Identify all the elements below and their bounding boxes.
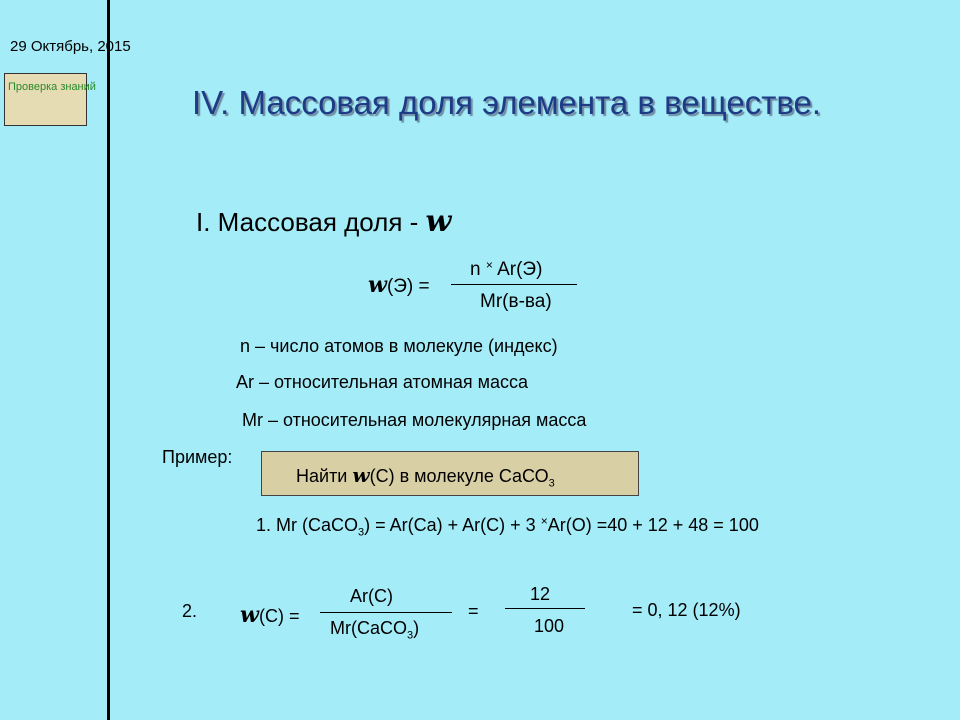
subtitle	[196, 204, 451, 239]
step1-part-a: 1. Mr (CaCO	[256, 515, 359, 535]
formula-w-symbol: w	[368, 272, 387, 298]
formula-numerator	[470, 258, 542, 281]
slide-date: 29 Октябрь, 2015	[10, 38, 131, 55]
step2-numerator: Ar(C)	[350, 586, 393, 606]
task-prefix: Найти	[296, 466, 353, 486]
step2-lhs	[240, 602, 299, 628]
step2-lhs-rest: (C) =	[258, 606, 300, 626]
task-text	[296, 463, 555, 490]
task-subscript: 3	[548, 477, 555, 490]
step-2-number: 2.	[182, 601, 198, 621]
formula-lhs-rest: (Э) =	[386, 276, 430, 297]
step-1-equation	[256, 514, 759, 539]
formula-n: n	[470, 259, 481, 280]
slide-title: IV. Массовая доля элемента в веществе.	[192, 84, 822, 121]
step2-result: = 0, 12 (12%)	[632, 600, 741, 620]
step2-den-a: Mr(CaCO	[330, 618, 407, 638]
step2-equals: =	[468, 601, 479, 621]
mass-fraction-symbol: w	[425, 204, 452, 239]
task-w-symbol: w	[352, 463, 370, 487]
definition-ar: Ar – относительная атомная масса	[236, 372, 529, 392]
subtitle-text: I. Массовая доля -	[196, 207, 426, 237]
step2-denominator	[330, 618, 419, 642]
formula-fraction-bar	[451, 284, 577, 285]
step1-part-c: Ar(O) =40 + 12 + 48 = 100	[547, 515, 759, 535]
step1-part-b: ) = Ar(Ca) + Ar(C) + 3	[364, 515, 541, 535]
formula-denominator: Mr(в-ва)	[480, 291, 552, 312]
check-knowledge-label[interactable]: Проверка знаний	[8, 81, 96, 93]
step2-den-b: )	[413, 618, 420, 638]
step2-fraction-bar	[320, 612, 452, 613]
formula-times-sign: ×	[485, 258, 493, 272]
formula-ar: Ar(Э)	[497, 259, 543, 280]
step2-value-fraction-bar	[505, 608, 585, 609]
example-label: Пример:	[162, 447, 233, 467]
task-mid: (С) в молекуле СаСО	[369, 466, 549, 486]
step1-times-sign: ×	[540, 514, 548, 528]
definition-mr: Mr – относительная молекулярная масса	[242, 410, 587, 430]
step2-value-numerator: 12	[530, 584, 551, 604]
step2-w-symbol: w	[240, 602, 259, 628]
vertical-divider-line	[107, 0, 110, 720]
step2-den-sub: 3	[407, 629, 414, 642]
step1-subscript: 3	[358, 526, 365, 539]
definition-n: n – число атомов в молекуле (индекс)	[240, 336, 558, 356]
formula-lhs	[368, 272, 430, 298]
step2-value-denominator: 100	[534, 616, 565, 636]
